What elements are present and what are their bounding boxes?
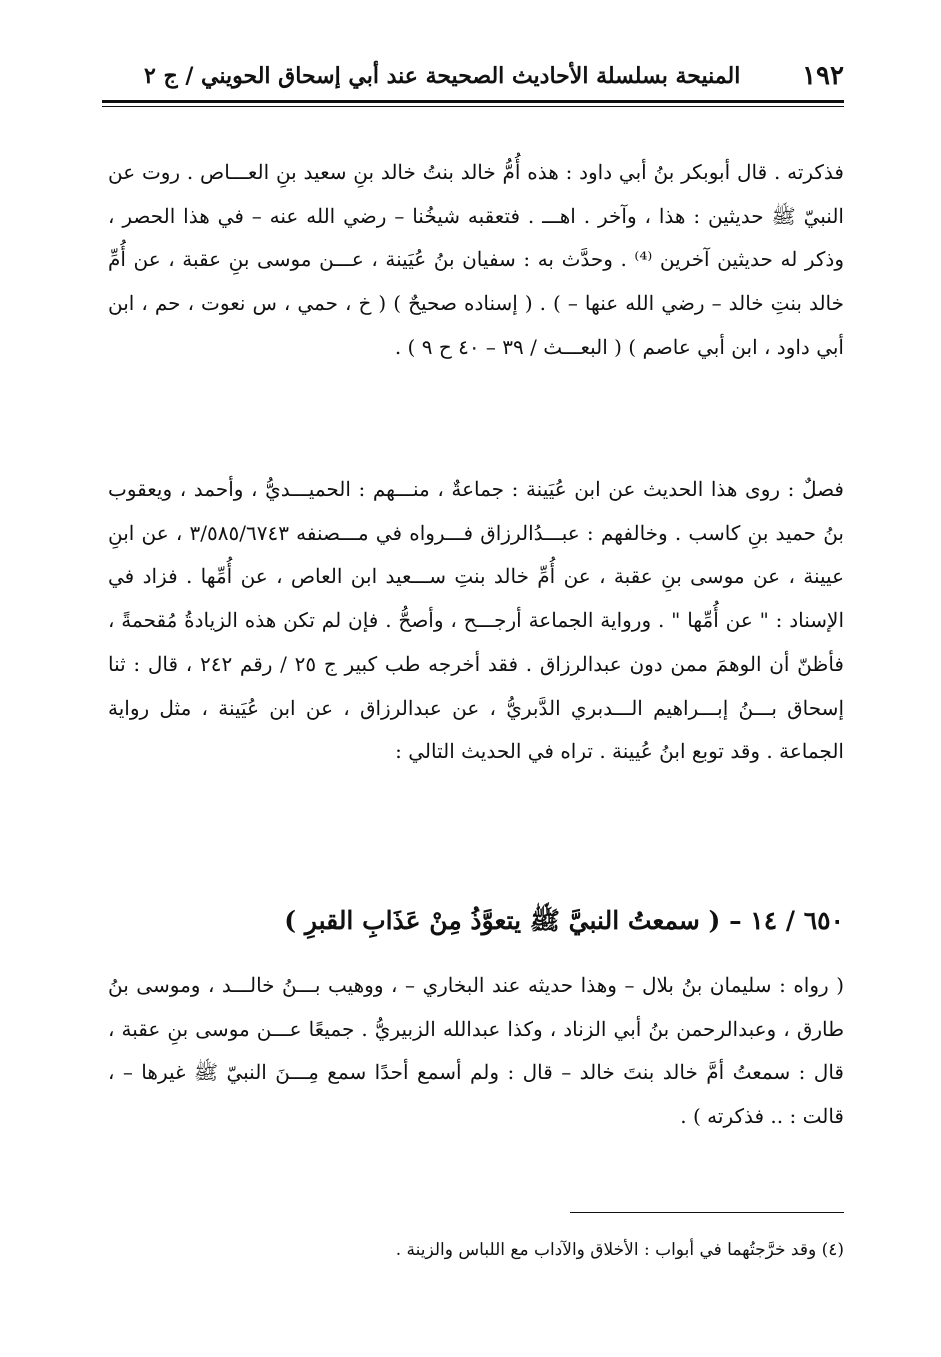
page-number: ١٩٢ — [802, 61, 844, 91]
paragraph-3: ( رواه : سليمان بنُ بلال – وهذا حديثه عند البخاري – ، ووهيب بـــنُ خالـــد ، وموسى بنُ طارق ، وعبدالرحمن بنُ أبي الزناد ، وكذا عبدالله الزبيريُّ . جميعًا عـــن موسى بنِ عقبة ، قال : سمعتُ أمَّ خالد بنتَ خالد – قال : ولم أسمع أحدًا سمع مِـــنَ النبيّ ﷺ غيرها – ، قالت : .. فذكرته ) . — [108, 973, 844, 1129]
footnote-rule — [570, 1212, 844, 1213]
paragraph-1: فذكرته . قال أبوبكر بنُ أبي داود : هذه أُمُّ خالد بنتُ خالد بنِ سعيد بنِ العـــاص . روت عن النبيّ ﷺ حديثين : هذا ، وآخر . اهـــ . فتعقبه شيخُنا – رضي الله عنه – في هذا الحصر ، وذكر له حديثين آخرين ⁽⁴⁾ . وحدَّث به : سفيان بنُ عُيَينة ، عـــن موسى بنِ عقبة ، عن أُمِّ خالد بنتِ خالد – رضي الله عنها – ) . ( إسناده صحيحٌ ) ( خ ، حمي ، س نعوت ، حم ، ابن أبي داود ، ابن أبي عاصم ) ( البعـــث / ٣٩ – ٤٠ ح ٩ ) . — [108, 160, 844, 359]
hadith-heading: ٦٥٠ / ١٤ – ( سمعتُ النبيَّ ﷺ يتعوَّذُ مِنْ عَذَابِ القبرِ ) — [284, 906, 844, 935]
paragraph-2: فصلٌ : روى هذا الحديث عن ابن عُيَينة : جماعةٌ ، منـــهم : الحميـــديُّ ، وأحمد ، ويعقوب بنُ حميد بنِ كاسب . وخالفهم : عبـــدُالرزاق فـــرواه في مـــصنفه ٣/٥٨٥/٦٧٤٣ ، عن ابنِ عيينة ، عن موسى بنِ عقبة ، عن أُمِّ خالد بنتِ ســـعيد ابن العاص ، عن أُمِّها . فزاد في الإسناد : " عن أُمِّها " . ورواية الجماعة أرجـــح ، وأصحُّ . فإن لم تكن هذه الزيادةُ مُقحمةً ، فأظنّ أن الوهمَ ممن دون عبدالرزاق . فقد أخرجه طب كبير ج ٢٥ / رقم ٢٤٢ ، قال : ثنا إسحاق بـــنُ إبـــراهيم الـــدبري الدَّبريُّ ، عن عبدالرزاق ، عن ابن عُيَينة ، مثل رواية الجماعة . وقد توبع ابنُ عُيينة . تراه في الحديث التالي : — [108, 477, 844, 764]
footnote: (٤) وقد خرَّجتُهما في أبواب : الأخلاق والآداب مع اللباس والزينة . — [395, 1240, 844, 1260]
page-header — [104, 58, 844, 98]
header-rule-thin — [102, 106, 844, 107]
running-title: المنيحة بسلسلة الأحاديث الصحيحة عند أبي إسحاق الحويني / ج ٢ — [144, 63, 741, 89]
header-rule — [102, 100, 844, 103]
